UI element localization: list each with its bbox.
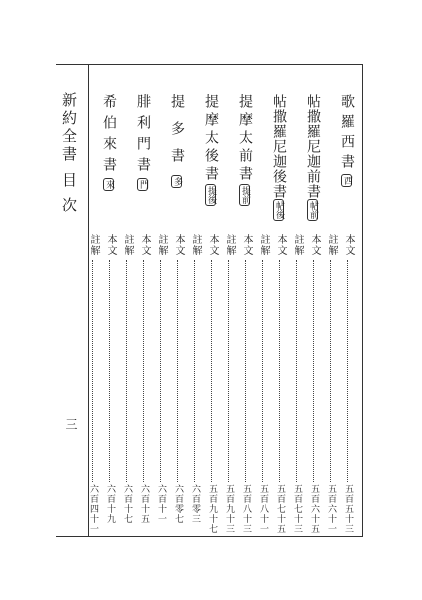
page-ref: 五百九十七 bbox=[207, 484, 217, 534]
line-label: 本文 bbox=[343, 234, 354, 256]
line-label: 註解 bbox=[156, 234, 167, 256]
book-name: 提摩太後書 bbox=[203, 94, 219, 184]
frame-right-rule bbox=[362, 64, 363, 537]
book-title: 新約全書 bbox=[60, 92, 78, 164]
dot-leader bbox=[296, 260, 297, 482]
dot-leader bbox=[245, 260, 246, 482]
book-name: 歌羅西書 bbox=[339, 94, 355, 174]
section-title: 目次 bbox=[60, 172, 78, 222]
toc-entry-title bbox=[102, 94, 116, 191]
line-label: 註解 bbox=[122, 234, 133, 256]
book-name: 提多書 bbox=[169, 94, 185, 175]
line-label: 註解 bbox=[292, 234, 303, 256]
line-label: 本文 bbox=[173, 234, 184, 256]
dot-leader bbox=[92, 260, 93, 482]
line-label: 本文 bbox=[207, 234, 218, 256]
abbreviation-note: 西 bbox=[342, 176, 352, 185]
abbreviation-note: 來 bbox=[104, 180, 114, 189]
abbreviation-note: 帖前 bbox=[308, 201, 318, 219]
dot-leader bbox=[313, 260, 314, 482]
abbreviation-note: 門 bbox=[138, 180, 148, 189]
page-ref: 五百七十三 bbox=[292, 484, 302, 534]
line-label: 本文 bbox=[309, 234, 320, 256]
toc-entry-title bbox=[306, 94, 320, 221]
abbreviation-note: 提前 bbox=[240, 186, 250, 204]
dot-leader bbox=[347, 260, 348, 482]
line-label: 註解 bbox=[88, 234, 99, 256]
line-label: 註解 bbox=[190, 234, 201, 256]
page-ref: 五百六十五 bbox=[309, 484, 319, 534]
book-name: 帖撒羅尼迦後書 bbox=[271, 94, 287, 199]
toc-entry-title bbox=[170, 94, 184, 188]
page-ref: 六百十九 bbox=[105, 484, 115, 524]
page-ref: 五百八十一 bbox=[258, 484, 268, 534]
line-label: 註解 bbox=[258, 234, 269, 256]
dot-leader bbox=[330, 260, 331, 482]
page-ref: 五百六十一 bbox=[326, 484, 336, 534]
line-label: 本文 bbox=[105, 234, 116, 256]
page-ref: 六百四十一 bbox=[88, 484, 98, 534]
line-label: 註解 bbox=[326, 234, 337, 256]
page-ref: 五百七十五 bbox=[275, 484, 285, 534]
line-label: 註解 bbox=[224, 234, 235, 256]
header-separator-rule bbox=[88, 64, 89, 537]
line-label: 本文 bbox=[275, 234, 286, 256]
abbreviation-note: 多 bbox=[172, 177, 182, 186]
toc-entry-title bbox=[136, 94, 150, 191]
dot-leader bbox=[194, 260, 195, 482]
dot-leader bbox=[279, 260, 280, 482]
book-name: 希伯來書 bbox=[101, 94, 117, 178]
frame-bottom-rule bbox=[56, 536, 362, 537]
page-ref: 五百八十三 bbox=[241, 484, 251, 534]
book-name: 腓利門書 bbox=[135, 94, 151, 178]
toc-entry-title bbox=[340, 94, 354, 187]
page-ref: 五百九十三 bbox=[224, 484, 234, 534]
frame-top-rule bbox=[56, 64, 362, 65]
line-label: 本文 bbox=[139, 234, 150, 256]
page-ref: 六百十五 bbox=[139, 484, 149, 524]
dot-leader bbox=[262, 260, 263, 482]
abbreviation-note: 帖後 bbox=[274, 201, 284, 219]
abbreviation-note: 提後 bbox=[206, 186, 216, 204]
page-number: 三 bbox=[64, 418, 78, 430]
page-ref: 六百十七 bbox=[122, 484, 132, 524]
dot-leader bbox=[160, 260, 161, 482]
line-label: 本文 bbox=[241, 234, 252, 256]
book-name: 提摩太前書 bbox=[237, 94, 253, 184]
dot-leader bbox=[228, 260, 229, 482]
page-ref: 六百十一 bbox=[156, 484, 166, 524]
page-ref: 六百零七 bbox=[173, 484, 183, 524]
toc-entry-title bbox=[204, 94, 218, 206]
dot-leader bbox=[143, 260, 144, 482]
book-name: 帖撒羅尼迦前書 bbox=[305, 94, 321, 199]
dot-leader bbox=[177, 260, 178, 482]
dot-leader bbox=[126, 260, 127, 482]
dot-leader bbox=[109, 260, 110, 482]
page-ref: 六百零三 bbox=[190, 484, 200, 524]
toc-entry-title bbox=[238, 94, 252, 206]
dot-leader bbox=[211, 260, 212, 482]
page-ref: 五百五十三 bbox=[343, 484, 353, 534]
toc-entry-title bbox=[272, 94, 286, 221]
